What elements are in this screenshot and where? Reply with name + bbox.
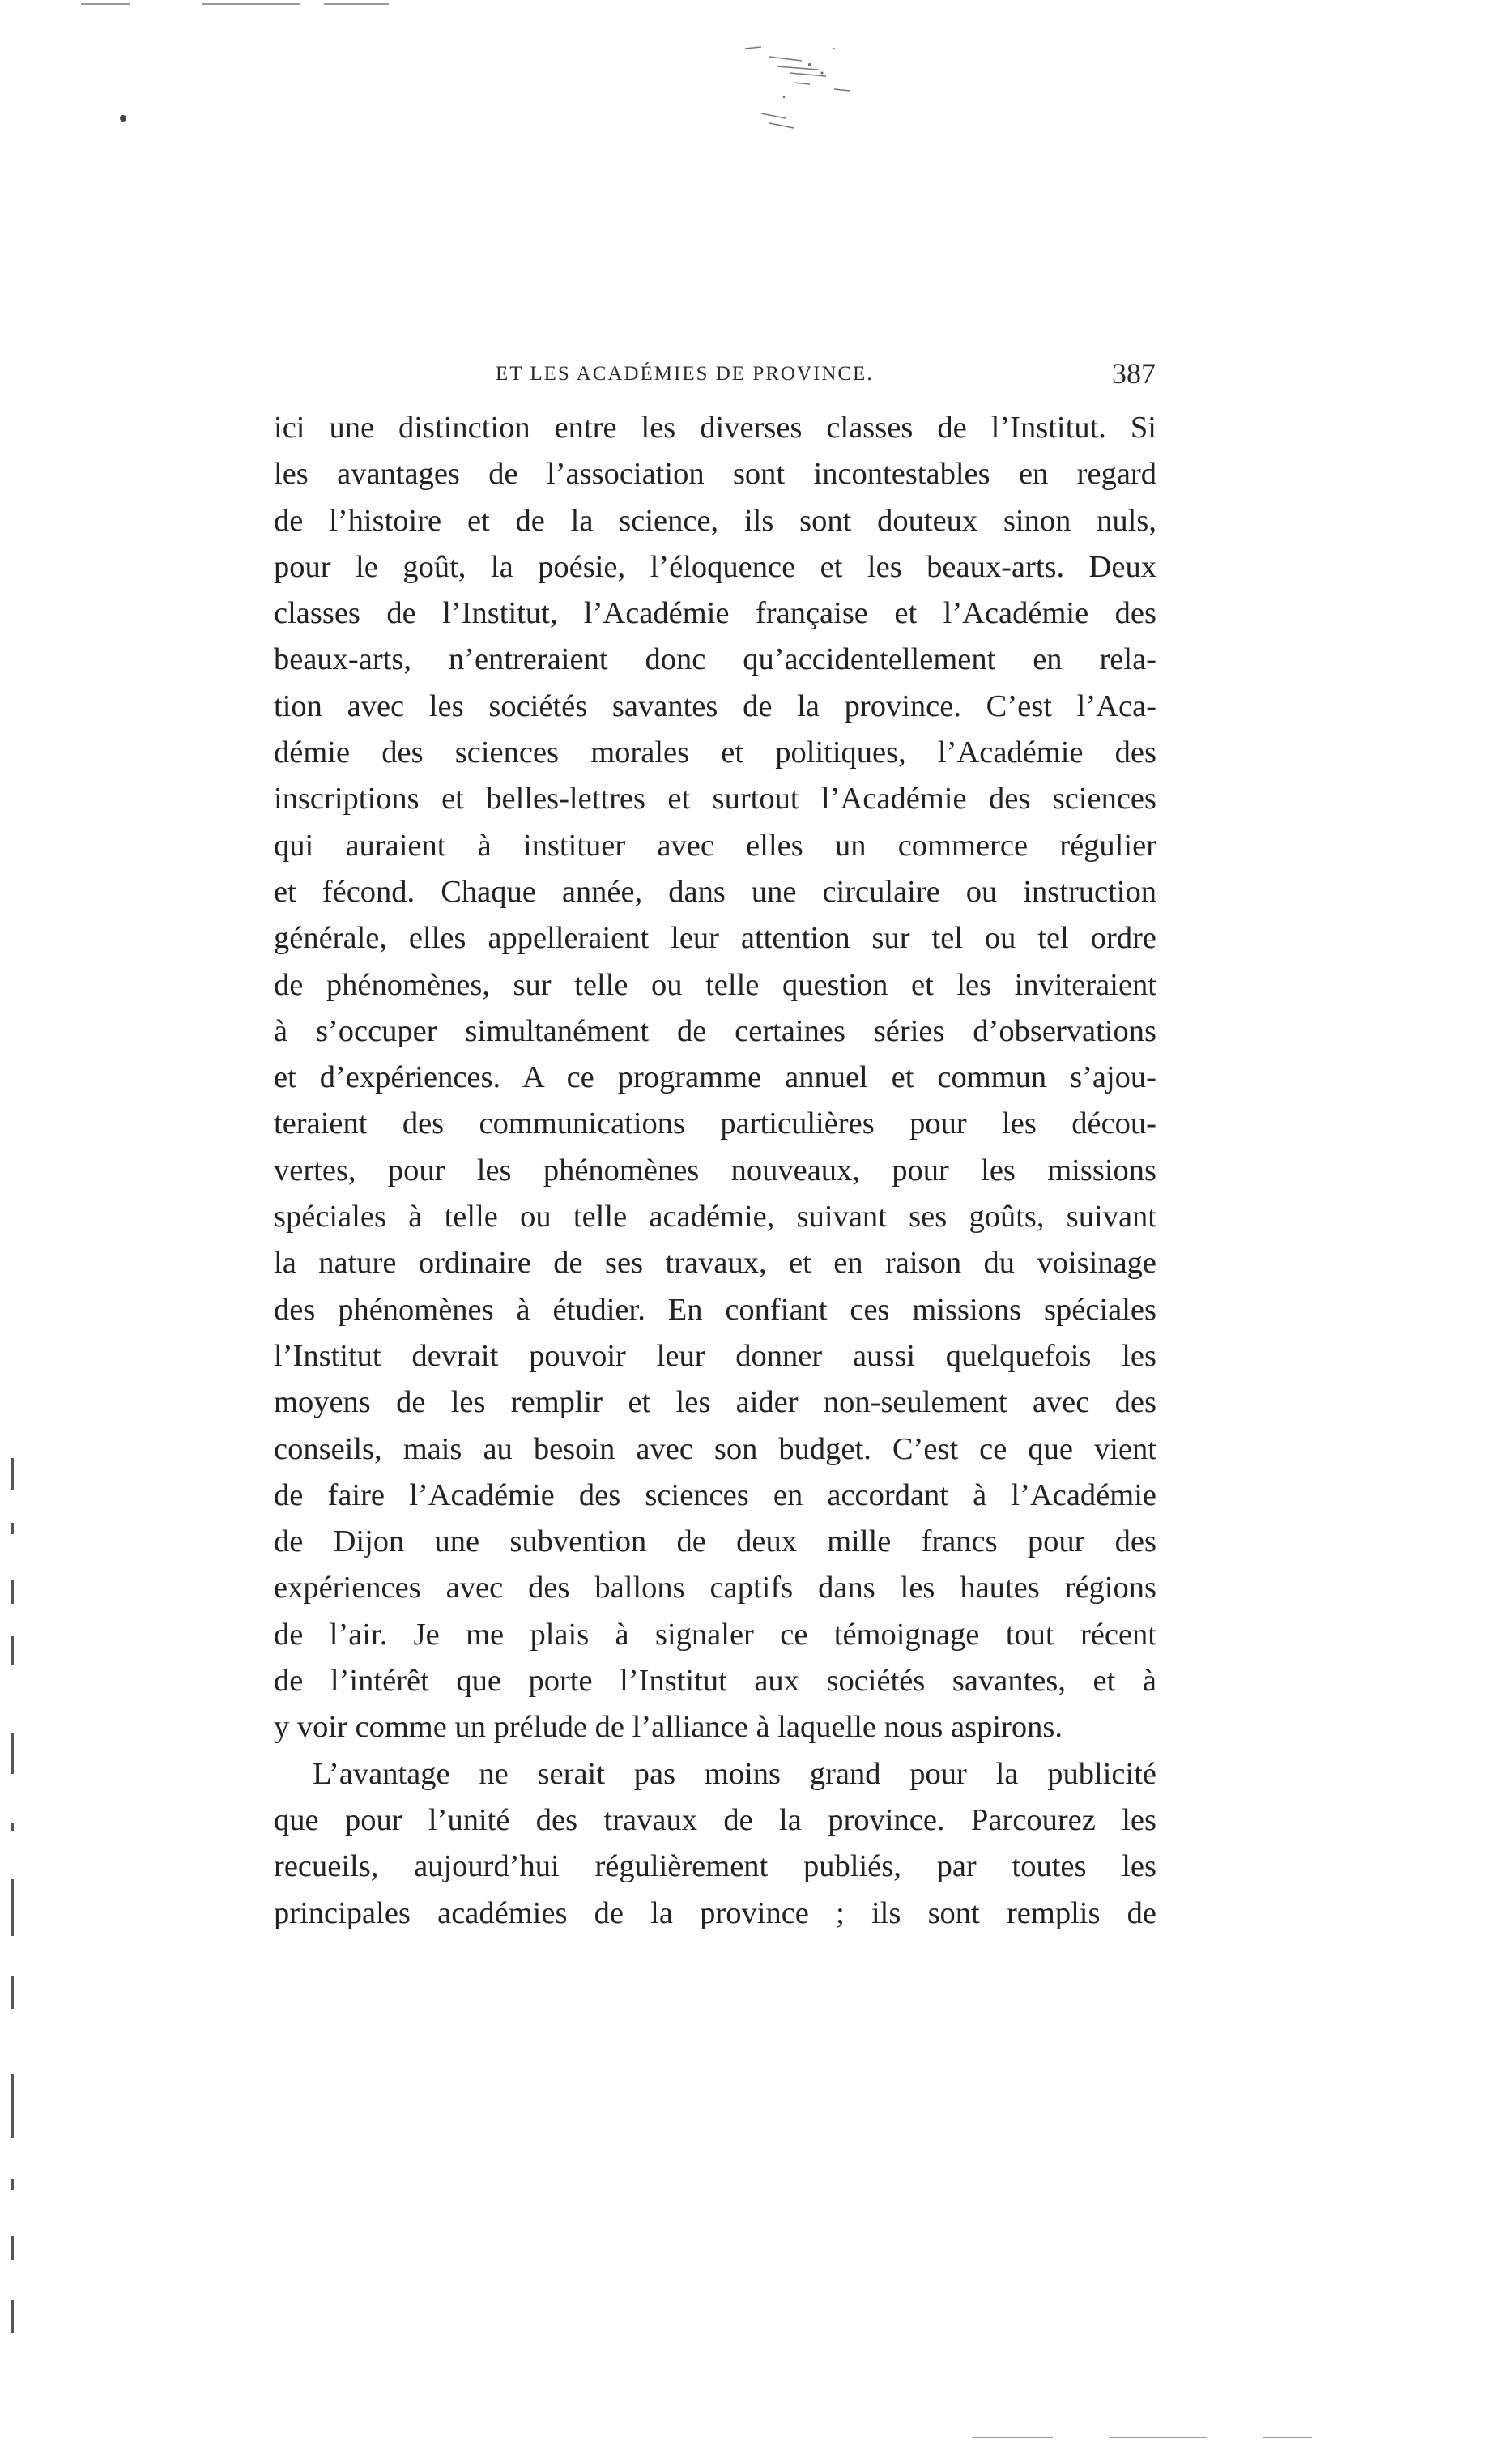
edge-mark	[11, 1580, 14, 1604]
text-line: conseils, mais au besoin avec son budget. C’est ce que vient	[274, 1431, 1156, 1466]
edge-mark	[11, 1823, 14, 1831]
text-line: classes de l’Institut, l’Académie française et l’Académie des	[274, 596, 1156, 631]
text-line: de phénomènes, sur telle ou telle question et les inviteraient	[274, 967, 1156, 1002]
text-line: démie des sciences morales et politiques, l’Académie des	[274, 735, 1156, 770]
text-line: pour le goût, la poésie, l’éloquence et les beaux-arts. Deux	[274, 549, 1156, 584]
print-smudge	[713, 16, 875, 154]
text-line: de faire l’Académie des sciences en accordant à l’Académie	[274, 1477, 1156, 1512]
text-line: principales académies de la province ; ils sont remplis de	[274, 1895, 1156, 1930]
bottom-edge-rule	[972, 2437, 1053, 2438]
text-line: L’avantage ne serait pas moins grand pour la publicité	[313, 1756, 1156, 1791]
text-line: l’Institut devrait pouvoir leur donner aussi quelquefois les	[274, 1338, 1156, 1373]
text-line: de l’histoire et de la science, ils sont douteux sinon nuls,	[274, 503, 1156, 538]
text-line: générale, elles appelleraient leur attention sur tel ou tel ordre	[274, 921, 1156, 956]
text-line: que pour l’unité des travaux de la province. Parcourez les	[274, 1802, 1156, 1837]
text-line: expériences avec des ballons captifs dans les hautes régions	[274, 1571, 1156, 1605]
text-line: moyens de les remplir et les aider non-seulement avec des	[274, 1385, 1156, 1420]
text-line: à s’occuper simultanément de certaines séries d’observations	[274, 1013, 1156, 1048]
edge-mark	[11, 1636, 14, 1665]
text-line: des phénomènes à étudier. En confiant ces missions spéciales	[274, 1292, 1156, 1327]
text-line: y voir comme un prélude de l’alliance à laquelle nous aspirons.	[274, 1710, 1063, 1745]
ink-speck	[120, 115, 126, 122]
text-line: beaux-arts, n’entreraient donc qu’accidentellement en rela-	[274, 642, 1156, 677]
top-edge-rule	[324, 3, 389, 5]
running-title: ET LES ACADÉMIES DE PROVINCE.	[496, 363, 874, 385]
text-line: et fécond. Chaque année, dans une circulaire ou instruction	[274, 874, 1156, 909]
edge-mark	[11, 1733, 14, 1774]
edge-mark	[11, 1976, 14, 2009]
binding-edge-marks	[11, 1458, 16, 2390]
body-text	[274, 405, 1156, 1937]
edge-mark	[11, 1879, 14, 1936]
text-line: inscriptions et belles-lettres et surtout l’Académie des sciences	[274, 782, 1156, 816]
text-line: qui auraient à instituer avec elles un commerce régulier	[274, 828, 1156, 863]
bottom-edge-rule	[1110, 2437, 1207, 2438]
edge-mark	[11, 2236, 14, 2260]
page-number: 387	[1112, 357, 1156, 390]
edge-mark	[11, 1523, 14, 1534]
text-line: les avantages de l’association sont incontestables en regard	[274, 457, 1156, 492]
text-line: la nature ordinaire de ses travaux, et en raison du voisinage	[274, 1246, 1156, 1281]
text-line: de l’air. Je me plais à signaler ce témoignage tout récent	[274, 1617, 1156, 1652]
text-line: de Dijon une subvention de deux mille francs pour des	[274, 1524, 1156, 1559]
text-line: recueils, aujourd’hui régulièrement publiés, par toutes les	[274, 1849, 1156, 1884]
edge-mark	[11, 2179, 14, 2190]
text-line: tion avec les sociétés savantes de la province. C’est l’Aca-	[274, 689, 1156, 723]
text-line: teraient des communications particulières pour les décou-	[274, 1106, 1156, 1141]
top-edge-rule	[202, 3, 300, 5]
text-line: et d’expériences. A ce programme annuel et commun s’ajou-	[274, 1060, 1156, 1095]
text-line: de l’intérêt que porte l’Institut aux sociétés savantes, et à	[274, 1664, 1156, 1699]
edge-mark	[11, 2074, 14, 2138]
bottom-edge-rule	[1263, 2437, 1312, 2438]
edge-mark	[11, 2300, 14, 2333]
text-line: ici une distinction entre les diverses classes de l’Institut. Si	[274, 411, 1156, 445]
page-header	[496, 356, 1156, 397]
text-line: spéciales à telle ou telle académie, suivant ses goûts, suivant	[274, 1200, 1156, 1234]
text-line: vertes, pour les phénomènes nouveaux, pour les missions	[274, 1153, 1156, 1187]
edge-mark	[11, 1458, 14, 1490]
top-edge-rule	[81, 3, 130, 5]
